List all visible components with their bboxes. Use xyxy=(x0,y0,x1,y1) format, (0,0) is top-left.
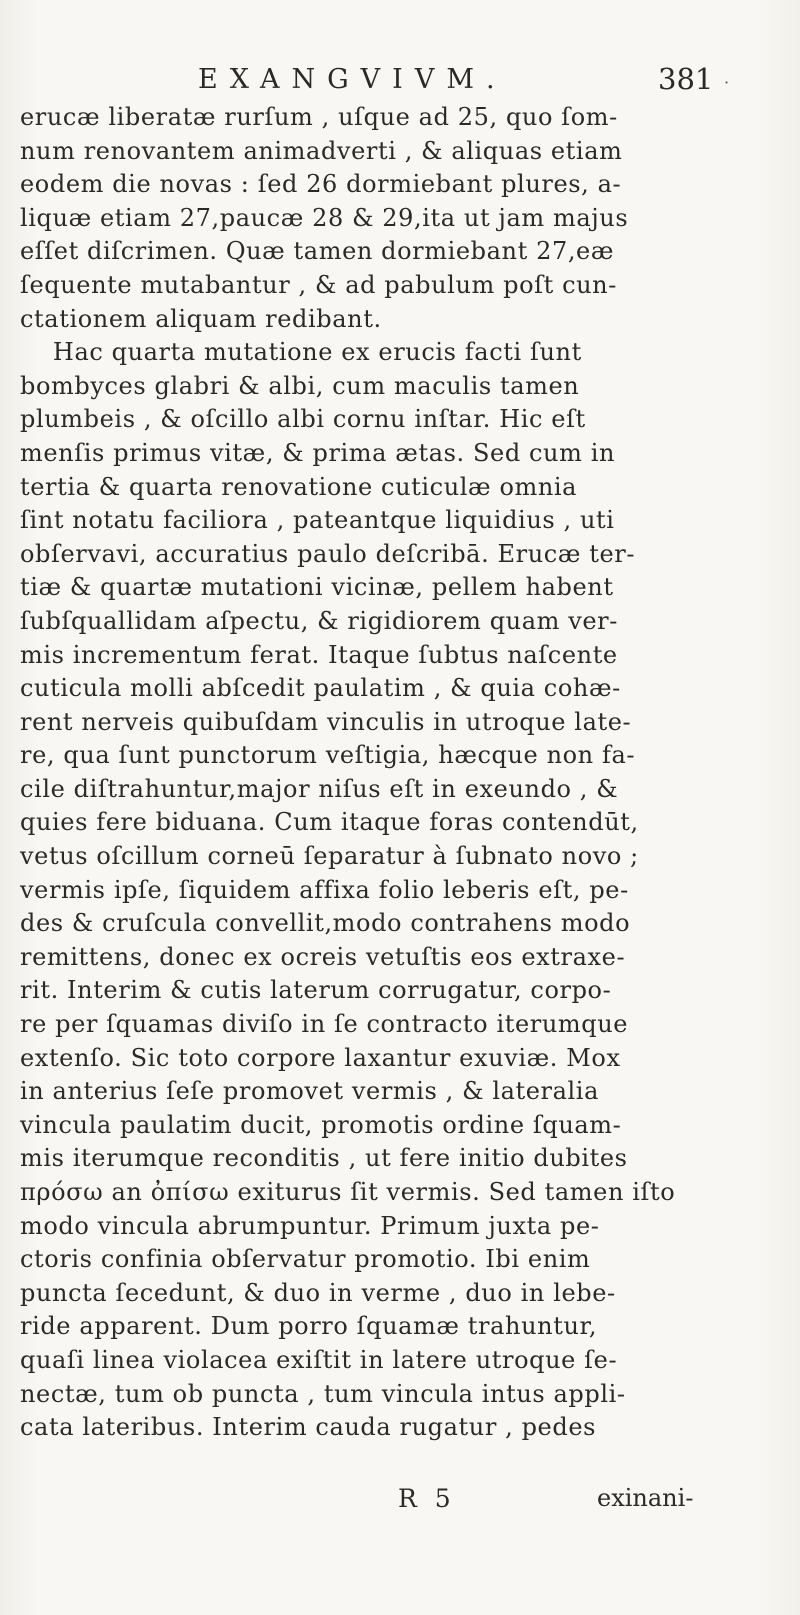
text-line: cuticula molli abſcedit paulatim , & quia cohæ- xyxy=(20,674,621,703)
body-text xyxy=(20,101,720,1445)
text-line: mis incrementum ferat. Itaque ſubtus naſcente xyxy=(20,640,618,669)
text-line: extenſo. Sic toto corpore laxantur exuviæ. Mox xyxy=(20,1043,621,1072)
text-line: des & cruſcula convellit,modo contrahens modo xyxy=(20,909,631,938)
page-number: 381 xyxy=(658,62,714,96)
text-line: nectæ, tum ob puncta , tum vincula intus appli- xyxy=(20,1379,626,1408)
text-line: re per ſquamas diviſo in ſe contracto iterumque xyxy=(20,1010,629,1039)
text-line: quies fere biduana. Cum itaque foras contendūt, xyxy=(20,808,639,837)
text-line: quaſi linea violacea exiſtit in latere utroque ſe- xyxy=(20,1345,618,1374)
paragraph-start-line: Hac quarta mutatione ex erucis facti ſunt xyxy=(20,338,582,367)
running-head xyxy=(18,64,738,98)
text-line: num renovantem animadverti , & aliquas etiam xyxy=(20,136,623,165)
text-line: liquæ etiam 27,paucæ 28 & 29,ita ut jam majus xyxy=(20,203,629,232)
text-line: erucæ liberatæ rurſum , uſque ad 25, quo ſom- xyxy=(20,103,618,131)
text-line: ctationem aliquam redibant. xyxy=(20,304,382,333)
text-line: mis iterumque reconditis , ut fere initio dubites xyxy=(20,1144,628,1173)
text-line: puncta ſecedunt, & duo in verme , duo in lebe- xyxy=(20,1278,616,1307)
text-line: cile diſtrahuntur,major niſus eſt in exeundo , & xyxy=(20,774,619,803)
text-line: in anterius ſeſe promovet vermis , & lateralia xyxy=(20,1077,599,1106)
text-line: ſint notatu faciliora , pateantque liquidius , uti xyxy=(20,506,615,535)
text-line: ride apparent. Dum porro ſquamæ trahuntur, xyxy=(20,1312,598,1341)
text-line: re, qua ſunt punctorum veſtigia, hæcque non fa- xyxy=(20,741,636,770)
text-line: bombyces glabri & albi, cum maculis tamen xyxy=(20,371,580,400)
text-line: ſequente mutabantur , & ad pabulum poſt cun- xyxy=(20,270,617,299)
text-line: eodem die novas : ſed 26 dormiebant plures, a- xyxy=(20,170,622,199)
margin-mark: · xyxy=(724,73,730,92)
text-line: rit. Interim & cutis laterum corrugatur, corpo- xyxy=(20,976,612,1005)
catchword: exinani- xyxy=(597,1484,694,1512)
text-line: tiæ & quartæ mutationi vicinæ, pellem habent xyxy=(20,573,614,602)
text-line: rent nerveis quibuſdam vinculis in utroque late- xyxy=(20,707,632,736)
text-line: ſubſquallidam aſpectu, & rigidiorem quam ver- xyxy=(20,606,618,635)
text-line: menſis primus vitæ, & prima ætas. Sed cum in xyxy=(20,438,616,467)
text-line: remittens, donec ex ocreis vetuſtis eos extraxe- xyxy=(20,942,626,971)
text-line: cata lateribus. Interim cauda rugatur , pedes xyxy=(20,1413,597,1442)
signature-mark: R 5 xyxy=(398,1484,451,1513)
page-footer xyxy=(20,1484,720,1520)
text-line: tertia & quarta renovatione cuticulæ omnia xyxy=(20,472,578,501)
text-line: vincula paulatim ducit, promotis ordine ſquam- xyxy=(20,1110,622,1139)
text-line-greek: πρόσω an ὀπίσω exiturus ſit vermis. Sed tamen iſto xyxy=(20,1178,676,1206)
running-title: EXANGVIVM. xyxy=(198,64,507,95)
text-line: eſſet diſcrimen. Quæ tamen dormiebant 27,eæ xyxy=(20,237,615,266)
text-line: plumbeis , & oſcillo albi cornu inſtar. Hic eſt xyxy=(20,405,586,434)
text-line: vetus oſcillum corneū ſeparatur à ſubnato novo ; xyxy=(20,842,639,871)
text-line: ctoris confinia obſervatur promotio. Ibi enim xyxy=(20,1245,591,1274)
text-line: modo vincula abrumpuntur. Primum juxta pe- xyxy=(20,1211,600,1240)
text-line: vermis ipſe, ſiquidem affixa folio leberis eſt, pe- xyxy=(20,875,629,904)
text-line: obſervavi, accuratius paulo deſcribā. Erucæ ter- xyxy=(20,539,636,568)
